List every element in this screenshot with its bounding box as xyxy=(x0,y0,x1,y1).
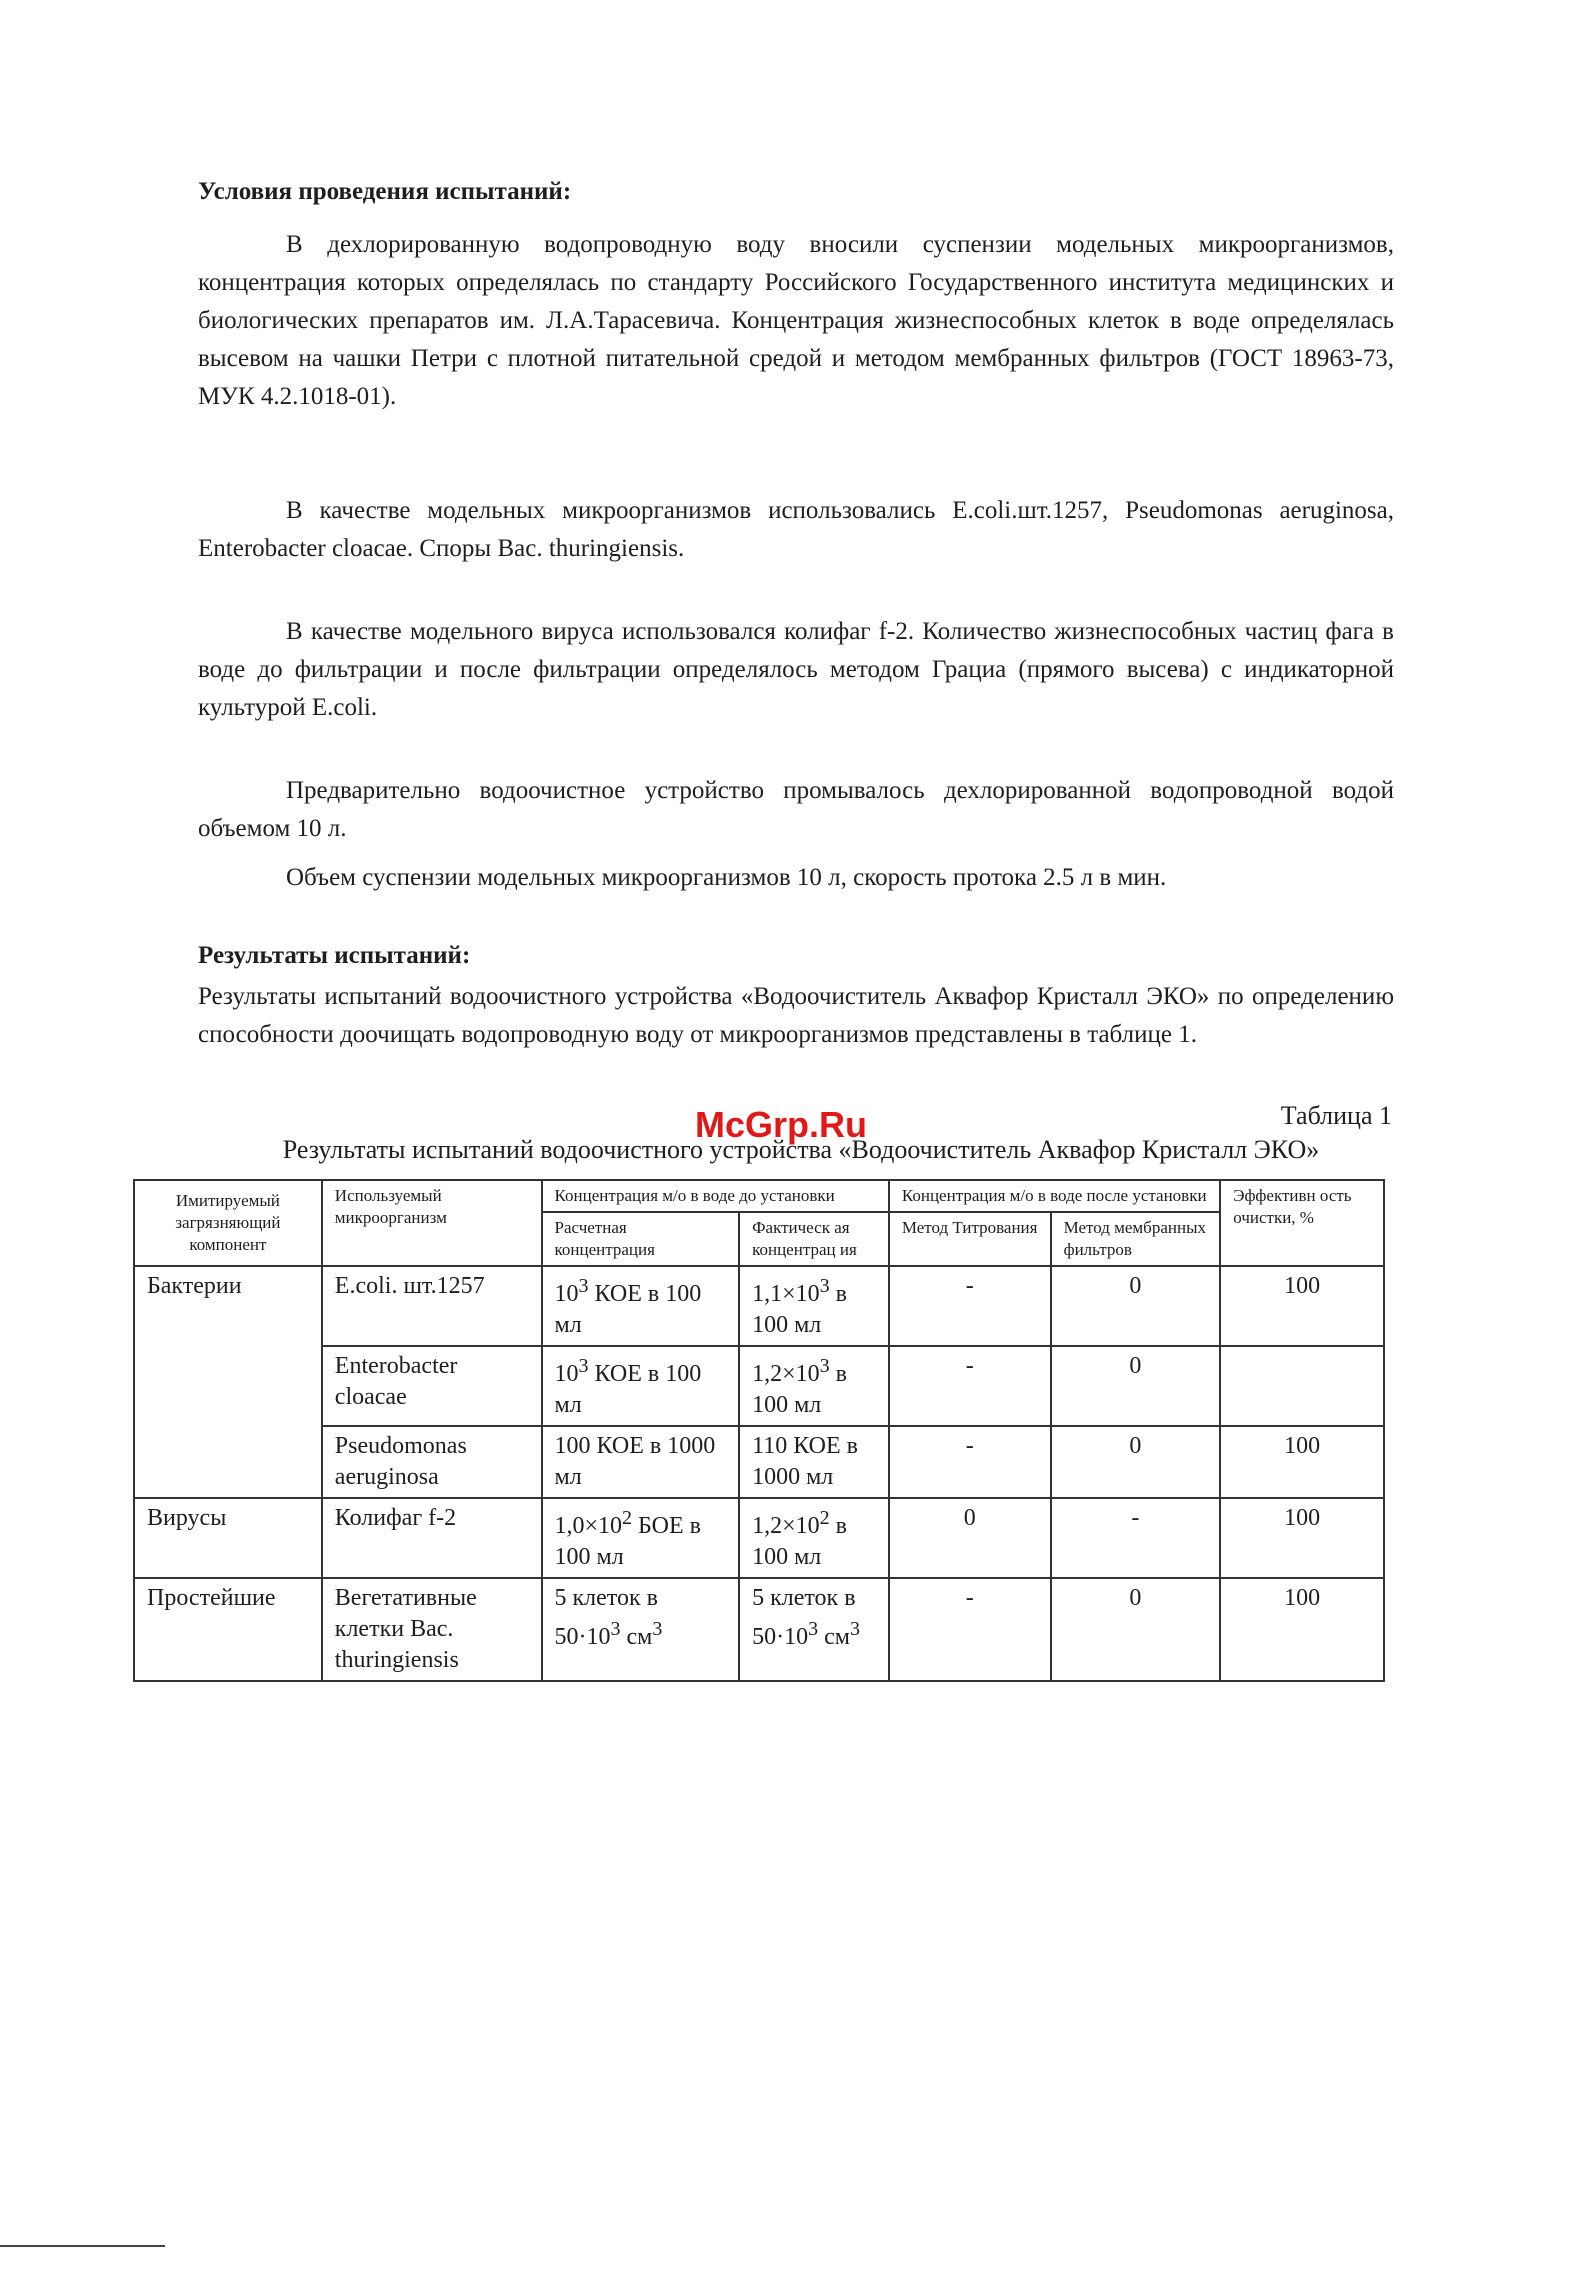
table-row xyxy=(134,1578,1384,1681)
header-titration: Метод Титрования xyxy=(889,1212,1051,1266)
header-efficiency: Эффективн ость очистки, % xyxy=(1220,1180,1384,1266)
cell-efficiency: 100 xyxy=(1220,1266,1384,1346)
cell-membrane: 0 xyxy=(1051,1578,1221,1681)
conditions-heading: Условия проведения испытаний: xyxy=(198,178,572,205)
cell-calc: $10^3$ КОЕ в 100 мл xyxy=(542,1346,740,1426)
conditions-paragraph-3: В качестве модельного вируса использовался колифаг f-2. Количество жизнеспособных частиц фага в воде до фильтрации и после фильтрации определялось методом Грациа (прямого высева) с индикаторной культурой E.coli. xyxy=(198,618,1394,721)
cell-membrane: 0 xyxy=(1051,1346,1221,1426)
conditions-paragraph-1: В дехлорированную водопроводную воду вносили суспензии модельных микроорганизмов, концентрация которых определялась по стандарту Российского Государственного института медицинских и биологических препаратов им. Л.А.Тарасевича. Концентрация жизнеспособных клеток в воде определялась высевом на чашки Петри с плотной питательной средой и методом мембранных фильтров (ГОСТ 18963-73, МУК 4.2.1018-01). xyxy=(198,231,1394,410)
watermark: McGrp.Ru xyxy=(695,1104,868,1145)
cell-group: Простейшие xyxy=(134,1578,322,1681)
cell-efficiency: 100 xyxy=(1220,1426,1384,1498)
table-row xyxy=(134,1498,1384,1578)
header-component: Имитируемый загрязняющий компонент xyxy=(134,1180,322,1266)
cell-actual: $1,2\times 10^2$ в 100 мл xyxy=(739,1498,889,1578)
cell-actual: $1,1\times 10^3$ в 100 мл xyxy=(739,1266,889,1346)
cell-actual: 110 КОЕ в 1000 мл xyxy=(739,1426,889,1498)
cell-membrane: 0 xyxy=(1051,1426,1221,1498)
cell-organism: Pseudomonas aeruginosa xyxy=(322,1426,542,1498)
table-caption: Результаты испытаний водоочистного устройства «Водоочиститель Аквафор Кристалл ЭКО» xyxy=(282,1135,1320,1164)
table-header-row xyxy=(134,1180,1384,1212)
cell-group: Бактерии xyxy=(134,1266,322,1498)
header-membrane: Метод мембранных фильтров xyxy=(1051,1212,1221,1266)
cell-efficiency xyxy=(1220,1346,1384,1426)
results-table xyxy=(133,1179,1385,1682)
cell-calc: 100 КОЕ в 1000 мл xyxy=(542,1426,740,1498)
cell-calc: $1,0\times 10^2$ БОЕ в 100 мл xyxy=(542,1498,740,1578)
results-paragraph: Результаты испытаний водоочистного устройства «Водоочиститель Аквафор Кристалл ЭКО» по определению способности доочищать водопроводную воду от микроорганизмов представлены в таблице 1. xyxy=(198,983,1394,1048)
cell-calc: $10^3$ КОЕ в 100 мл xyxy=(542,1266,740,1346)
cell-membrane: 0 xyxy=(1051,1266,1221,1346)
conditions-paragraph-5: Объем суспензии модельных микроорганизмов 10 л, скорость протока 2.5 л в мин. xyxy=(286,864,1167,891)
table-row xyxy=(134,1426,1384,1498)
footer-divider xyxy=(0,2245,165,2247)
header-actual: Фактическ ая концентрац ия xyxy=(739,1212,889,1266)
results-heading: Результаты испытаний: xyxy=(198,942,471,969)
cell-titration: - xyxy=(889,1578,1051,1681)
cell-organism: E.coli. шт.1257 xyxy=(322,1266,542,1346)
cell-membrane: - xyxy=(1051,1498,1221,1578)
cell-organism: Колифаг f-2 xyxy=(322,1498,542,1578)
header-before: Концентрация м/о в воде до установки xyxy=(542,1180,889,1212)
header-after: Концентрация м/о в воде после установки xyxy=(889,1180,1220,1212)
cell-titration: - xyxy=(889,1346,1051,1426)
conditions-paragraph-2: В качестве модельных микроорганизмов использовались E.coli.шт.1257, Pseudomonas aeruginosa, Enterobacter cloacae. Споры Bac. thuringiensis. xyxy=(198,497,1394,562)
cell-group: Вирусы xyxy=(134,1498,322,1578)
header-calc: Расчетная концентрация xyxy=(542,1212,740,1266)
table-row xyxy=(134,1266,1384,1346)
cell-efficiency: 100 xyxy=(1220,1498,1384,1578)
cell-titration: - xyxy=(889,1266,1051,1346)
cell-titration: - xyxy=(889,1426,1051,1498)
cell-efficiency: 100 xyxy=(1220,1578,1384,1681)
cell-actual: $1,2\times 10^3$ в 100 мл xyxy=(739,1346,889,1426)
header-organism: Используемый микроорганизм xyxy=(322,1180,542,1266)
cell-organism: Вегетативные клетки Bac. thuringiensis xyxy=(322,1578,542,1681)
cell-calc: 5 клеток в $50\cdot 10^3$ $см^3$ xyxy=(542,1578,740,1681)
table-row xyxy=(134,1346,1384,1426)
cell-organism: Enterobacter cloacae xyxy=(322,1346,542,1426)
cell-actual: 5 клеток в $50\cdot 10^3$ $см^3$ xyxy=(739,1578,889,1681)
table-label: Таблица 1 xyxy=(1280,1101,1392,1130)
conditions-paragraph-4: Предварительно водоочистное устройство промывалось дехлорированной водопроводной водой объемом 10 л. xyxy=(198,777,1394,842)
cell-titration: 0 xyxy=(889,1498,1051,1578)
